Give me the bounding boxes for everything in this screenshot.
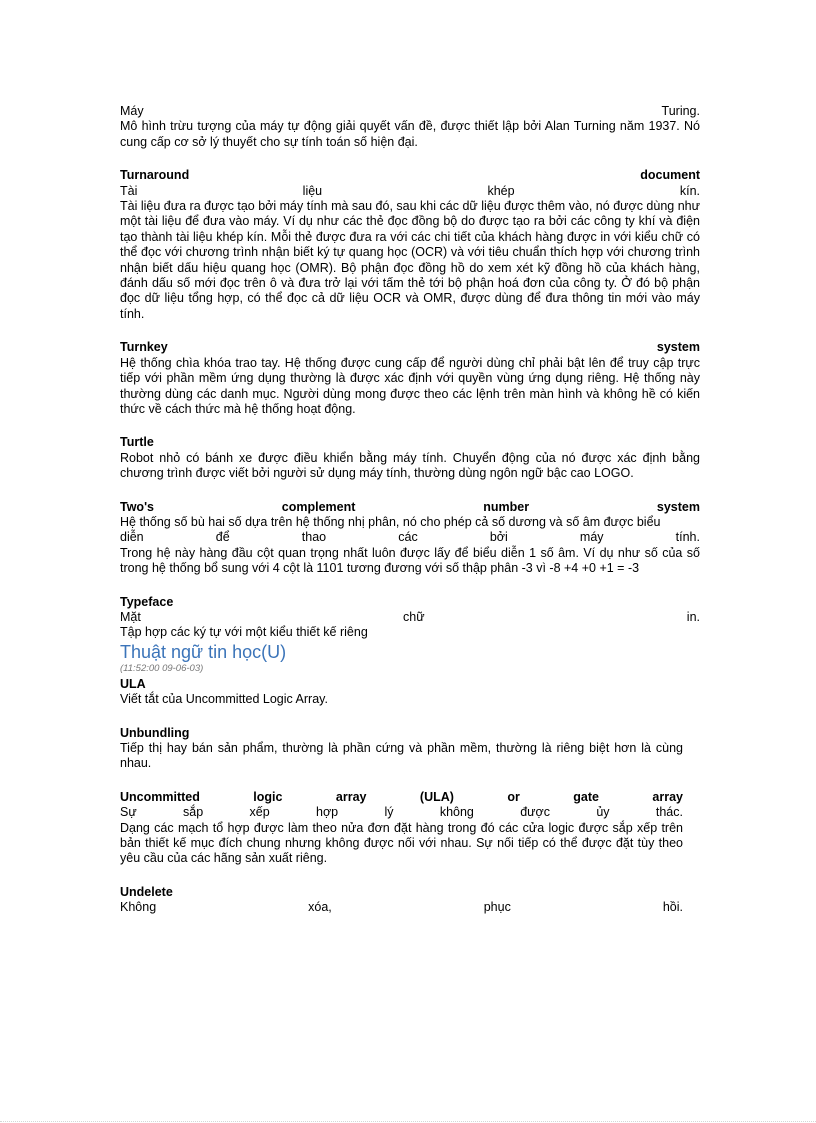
page-bottom-divider (0, 1120, 816, 1122)
definition-word: diễn (120, 530, 144, 545)
definition-intro: Hệ thống số bù hai số dựa trên hệ thống nhị phân, nó cho phép cả số dương và số âm được biểu (120, 514, 661, 529)
definition-body: Tiếp thị hay bán sản phẩm, thường là phần cứng và phần mềm, thường là riêng biệt hơn là cùng nhau. (120, 741, 683, 771)
term-word: array (335, 789, 367, 804)
definition-body: Robot nhỏ có bánh xe được điều khiển bằng máy tính. Chuyển động của nó được xác định bằng chương trình được viết bởi người sử dụng máy tính, thường dùng ngôn ngữ bậc cao LOGO. (120, 450, 700, 481)
section-u-entries (120, 677, 683, 916)
definition-word: không (439, 805, 474, 820)
definition-word: sắp (183, 805, 204, 820)
definition-word: kín. (679, 183, 700, 198)
term-word: or (507, 789, 520, 804)
term-word: (ULA) (419, 789, 454, 804)
term-line: Typeface (120, 594, 174, 609)
term-word: Turnkey (120, 340, 168, 355)
definition-word: khép (487, 183, 515, 198)
term-word: gate (573, 789, 599, 804)
definition-word: bởi (489, 530, 508, 545)
definition-line (120, 610, 700, 625)
definition-body: Hệ thống chìa khóa trao tay. Hệ thống được cung cấp để người dùng chỉ phải bật lên để truy cập trực tiếp với phần mềm ứng dụng thường là được xác định với quyền vùng ứng dụng riêng. Hệ thống này thường dùng các danh mục. Người dùng mong được theo các lệnh trên màn hình và không hề có kiến thức về cách thức mà hệ thống hoạt động. (120, 355, 700, 416)
definition-word: các (398, 530, 418, 545)
term-word: array (652, 789, 683, 804)
definition-word: Mặt (120, 609, 141, 624)
definition-word: được (520, 805, 550, 820)
term-line: Undelete (120, 884, 173, 899)
definition-word: thác. (655, 805, 683, 820)
definition-body: Trong hệ này hàng đầu cột quan trọng nhất luôn được lấy để biểu diễn 1 số âm. Ví dụ như số của số trong hệ thống bổ sung với 4 cột là 1101 tương đương với số thập phân -3 vì -8 +4 +0 +1 = -3 (120, 545, 700, 576)
glossary-entry-turtle (120, 435, 700, 481)
term-word: Two's (120, 499, 154, 514)
definition-body: Dạng các mạch tổ hợp được làm theo nửa đơn đặt hàng trong đó các cửa logic được sắp xếp trên bản thiết kế mục đích chung nhưng không được nối với nhau. Sự nối tiếp có thể được đặt tùy theo yêu cầu của các hãng sản xuất riêng. (120, 820, 683, 866)
definition-word: chữ (403, 609, 425, 624)
definition-body: Viết tắt của Uncommitted Logic Array. (120, 692, 328, 707)
definition-line (120, 184, 700, 199)
term-line (120, 790, 683, 805)
definition-word: lý (384, 805, 394, 820)
term-word: Turnaround (120, 168, 190, 183)
term-line: Unbundling (120, 725, 190, 740)
definition-line (120, 805, 683, 820)
definition-word: Tài (120, 183, 138, 198)
definition-word: liệu (302, 183, 323, 198)
term-word: Uncommitted (120, 789, 200, 804)
definition-word: thao (301, 530, 327, 545)
term-line: Turtle (120, 435, 154, 450)
definition-word: xóa, (308, 900, 332, 915)
term-word: number (483, 499, 530, 514)
term-line (120, 500, 700, 515)
term-line (120, 340, 700, 355)
term-word: complement (281, 499, 356, 514)
definition-body: Mô hình trừu tượng của máy tự động giải quyết vấn đề, được thiết lập bởi Alan Turning năm 1937. Nó cung cấp cơ sở lý thuyết cho sự tính toán số hiện đại. (120, 119, 700, 149)
definition-line (120, 900, 683, 915)
term-word: Turing. (661, 104, 700, 118)
section-timestamp: (11:52:00 09-06-03) (120, 662, 204, 674)
glossary-entry-ula (120, 677, 683, 708)
glossary-entry-uncommitted-logic-array (120, 790, 683, 867)
definition-body: Tài liệu đưa ra được tạo bởi máy tính mà sau đó, sau khi các dữ liệu được thêm vào, nó được dùng như một tài liệu để đưa vào máy. Ví dụ như các thẻ đọc đồng bộ do được tạo ra bởi các công ty khí và điện tạo thành tài liệu khép kín. Mỗi thẻ được đưa ra với các chi tiết của khách hàng được in với kiểu chữ có thể đọc với chương trình nhận biết ký tự quang học (OCR) và với tiêu chuẩn thích hợp với chương trình nhận biết dấu hiệu quang học (OMR). Bộ phận đọc đồng hồ do xem xét kỹ đồng hồ của khách hàng, đánh dấu số mới đọc trên ô và đưa trở lại với tấm thẻ tới bộ phận hoá đơn của công ty. Ở đó bộ phận đọc dữ liệu tổng hợp, có thể đọc cả dữ liệu OCR và OMR, được dùng để đưa thông tin mới vào máy tính. (120, 199, 700, 321)
definition-word: in. (686, 609, 700, 624)
term-line: ULA (120, 676, 146, 691)
definition-line (120, 530, 700, 545)
definition-word: để (215, 530, 230, 545)
glossary-entry-turnaround-document (120, 168, 700, 322)
glossary-entry-unbundling (120, 726, 683, 772)
term-line (120, 104, 700, 119)
definition-word: tính. (675, 530, 700, 545)
term-word: logic (253, 789, 283, 804)
definition-body: Tập hợp các ký tự với một kiểu thiết kế riêng (120, 625, 368, 640)
glossary-entry-turing-machine (120, 104, 700, 150)
definition-word: hồi. (662, 900, 683, 915)
glossary-entry-turnkey-system (120, 340, 700, 417)
definition-word: máy (579, 530, 604, 545)
glossary-entry-twos-complement (120, 500, 700, 577)
definition-word: hợp (316, 805, 339, 820)
glossary-entry-undelete (120, 885, 683, 916)
definition-word: Sự (120, 805, 137, 820)
glossary-entry-typeface (120, 595, 700, 641)
term-word: document (640, 168, 700, 183)
definition-word: phục (483, 900, 511, 915)
section-title: Thuật ngữ tin học(U) (120, 641, 287, 662)
definition-word: ủy (596, 805, 610, 820)
term-word: system (656, 340, 700, 355)
term-word: system (656, 499, 700, 514)
term-line (120, 168, 700, 183)
definition-word: xếp (249, 805, 270, 820)
document-page (120, 104, 700, 934)
definition-word: Không (120, 900, 157, 915)
term-word: Máy (120, 104, 144, 118)
